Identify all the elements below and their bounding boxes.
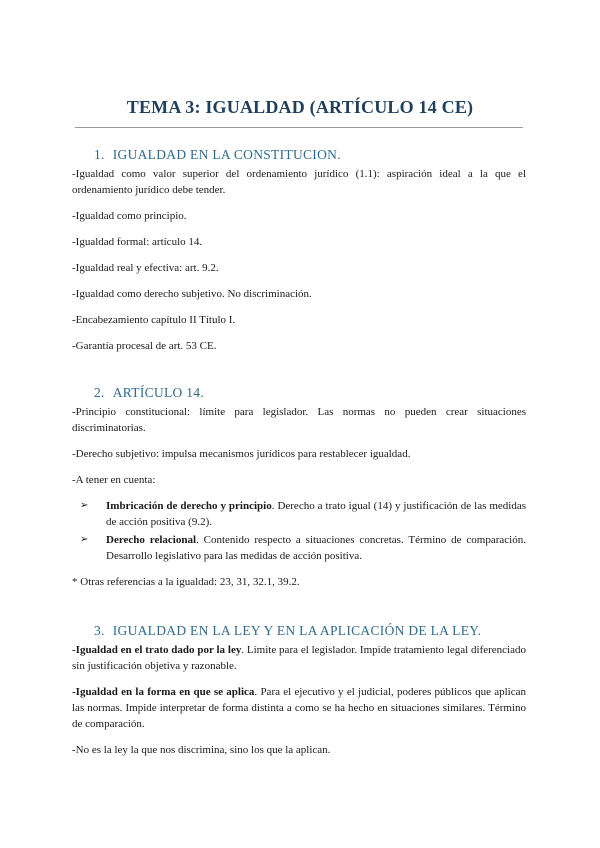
arrow-bullet-icon: ➢: [80, 534, 89, 545]
section-2-number: 2.: [94, 385, 105, 400]
section-1-paragraph: -Igualdad real y efectiva: art. 9.2.: [72, 262, 219, 274]
document-body: [72, 146, 526, 768]
section-2-heading: [72, 384, 526, 402]
section-3-paragraph-text: . Para el ejecutivo y el judicial, poderes públicos que aplican las normas. Impide interpretar de forma distinta a como se ha hecho en situaciones similares. Término de comparación.: [72, 686, 526, 730]
list-item-text: . Derecho a trato igual (14) y justificación de las medidas de acción positiva (9.2).: [106, 500, 527, 528]
section-3-paragraph: -No es la ley la que nos discrimina, sino los que la aplican.: [72, 744, 331, 756]
section-3-title: IGUALDAD EN LA LEY Y EN LA APLICACIÓN DE LA LEY.: [112, 623, 482, 638]
section-2-note: * Otras referencias a la igualdad: 23, 31, 32.1, 39.2.: [72, 576, 300, 588]
list-item: [80, 498, 527, 530]
section-1-paragraph: -Igualdad como valor superior del ordenamiento jurídico (1.1): aspiración ideal a la que el ordenamiento jurídico debe tender.: [72, 168, 526, 196]
section-3-paragraph: [72, 642, 526, 674]
section-1-heading: [72, 146, 526, 164]
title-divider: [75, 127, 523, 128]
section-1-number: 1.: [94, 147, 105, 162]
section-1-paragraph: -Garantía procesal de art. 53 CE.: [72, 340, 217, 352]
section-3-number: 3.: [94, 623, 105, 638]
arrow-bullet-icon: ➢: [80, 500, 89, 511]
section-2-title: ARTÍCULO 14.: [112, 385, 205, 400]
list-item-text: . Contenido respecto a situaciones concretas. Término de comparación. Desarrollo legislativo para las medidas de acción positiva.: [106, 534, 526, 562]
section-2-paragraph: -A tener en cuenta:: [72, 474, 156, 486]
section-1-title: IGUALDAD EN LA CONSTITUCION.: [112, 147, 341, 162]
section-2-bullet-list: [72, 498, 526, 564]
document-title: TEMA 3: IGUALDAD (ARTÍCULO 14 CE): [126, 97, 474, 117]
list-item-bold: Imbricación de derecho y principio: [106, 500, 272, 512]
section-1-paragraph: -Encabezamiento capítulo II Título I.: [72, 314, 236, 326]
list-item: [80, 532, 526, 564]
list-item-bold: Derecho relacional: [106, 534, 197, 546]
section-1-paragraph: -Igualdad formal: artículo 14.: [72, 236, 203, 248]
section-3-paragraph-bold: -Igualdad en la forma en que se aplica: [72, 686, 255, 698]
section-2-paragraph: -Derecho subjetivo: impulsa mecanismos jurídicos para restablecer igualdad.: [72, 448, 411, 460]
section-3-paragraph-text: . Límite para el legislador. Impide tratamiento legal diferenciado sin justificación objetiva y razonable.: [72, 644, 527, 672]
section-3-paragraph: [72, 684, 526, 732]
section-3-heading: [72, 622, 526, 640]
section-2-paragraph: -Principio constitucional: límite para legislador. Las normas no pueden crear situaciones discriminatorias.: [72, 406, 526, 434]
section-1-paragraph: -Igualdad como principio.: [72, 210, 187, 222]
section-3-paragraph-bold: -Igualdad en el trato dado por la ley: [72, 644, 242, 656]
section-1-paragraph: -Igualdad como derecho subjetivo. No discriminación.: [72, 288, 312, 300]
